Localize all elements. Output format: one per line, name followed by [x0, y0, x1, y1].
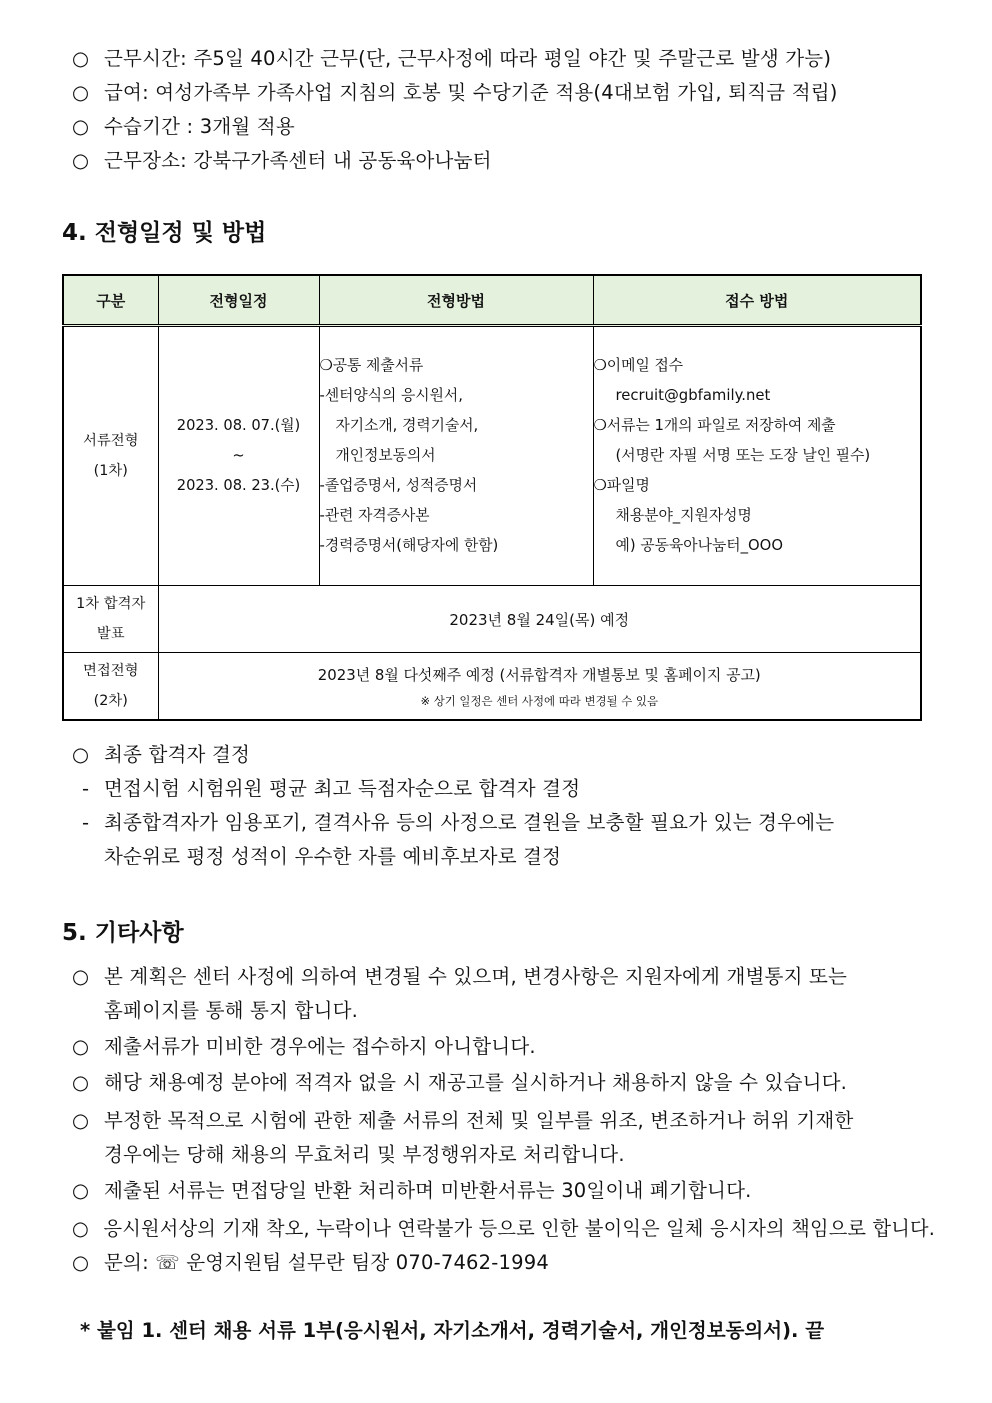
- schedule-change-note: ※ 상기 일정은 센터 사정에 따라 변경될 수 있음: [420, 693, 659, 708]
- final-decision-dash-2: - 최종합격자가 임용포기, 결격사유 등의 사정으로 결원을 보충할 필요가 있는 경우에는: [82, 811, 835, 834]
- cell-interview-label: 면접전형 (2차): [63, 653, 158, 720]
- intro-bullet-workplace: ○ 근무장소: 강북구가족센터 내 공동육아나눔터: [72, 149, 492, 172]
- etc-bullet-4: ○ 부정한 목적으로 시험에 관한 제출 서류의 전체 및 일부를 위조, 변조하거나 허위 기재한: [72, 1109, 854, 1132]
- cell-document-screening-label: 서류전형 (1차): [63, 326, 158, 586]
- row-first-pass-announcement: [63, 586, 921, 653]
- cell-document-screening-receipt: ❍이메일 접수 recruit@gbfamily.net ❍서류는 1개의 파일로 저장하여 제출 (서명란 자필 서명 또는 도장 날인 필수) ❍파일명 채용분야_지원자성명 예) 공동육아나눔터_OOO: [593, 326, 921, 586]
- section4-title: 4. 전형일정 및 방법: [62, 220, 267, 246]
- header-category: 구분: [63, 275, 158, 326]
- cell-interview-info: 2023년 8월 다섯째주 예정 (서류합격자 개별통보 및 홈페이지 공고) ※ 상기 일정은 센터 사정에 따라 변경될 수 있음: [158, 653, 921, 720]
- recruit-email: recruit@gbfamily.net: [615, 387, 771, 404]
- intro-bullet-probation: ○ 수습기간 : 3개월 적용: [72, 115, 295, 138]
- cell-first-pass-label: 1차 합격자 발표: [63, 586, 158, 653]
- cell-first-pass-date: 2023년 8월 24일(목) 예정: [158, 586, 921, 653]
- row-interview: [63, 653, 921, 720]
- intro-bullet-work-hours: ○ 근무시간: 주5일 40시간 근무(단, 근무사정에 따라 평일 야간 및 주말근로 발생 가능): [72, 47, 832, 70]
- etc-bullet-1-cont: 홈페이지를 통해 통지 합니다.: [104, 999, 359, 1022]
- etc-bullet-1: ○ 본 계획은 센터 사정에 의하여 변경될 수 있으며, 변경사항은 지원자에게 개별통지 또는: [72, 965, 848, 988]
- schedule-table: [62, 274, 922, 721]
- etc-bullet-4-cont: 경우에는 당해 채용의 무효처리 및 부정행위자로 처리합니다.: [104, 1143, 625, 1166]
- etc-bullet-3: ○ 해당 채용예정 분야에 적격자 없을 시 재공고를 실시하거나 채용하지 않을 수 있습니다.: [72, 1071, 848, 1094]
- header-receipt: 접수 방법: [593, 275, 921, 326]
- cell-document-screening-dates: 2023. 08. 07.(월) ~ 2023. 08. 23.(수): [158, 326, 319, 586]
- etc-bullet-6: ○ 응시원서상의 기재 착오, 누락이나 연락불가 등으로 인한 불이익은 일체 응시자의 책임으로 합니다.: [72, 1217, 935, 1240]
- schedule-table-header: [63, 275, 921, 326]
- intro-bullet-salary: ○ 급여: 여성가족부 가족사업 지침의 호봉 및 수당기준 적용(4대보험 가입, 퇴직금 적립): [72, 81, 838, 104]
- header-schedule: 전형일정: [158, 275, 319, 326]
- section5-title: 5. 기타사항: [62, 920, 184, 946]
- etc-bullet-2: ○ 제출서류가 미비한 경우에는 접수하지 아니합니다.: [72, 1035, 536, 1058]
- attachment-note: * 붙임 1. 센터 채용 서류 1부(응시원서, 자기소개서, 경력기술서, 개인정보동의서). 끝: [80, 1319, 825, 1342]
- header-method: 전형방법: [319, 275, 593, 326]
- final-decision-bullet: ○ 최종 합격자 결정: [72, 743, 251, 766]
- row-document-screening: [63, 326, 921, 586]
- etc-bullet-contact: ○ 문의: ☏ 운영지원팀 설무란 팀장 070-7462-1994: [72, 1251, 549, 1274]
- cell-document-screening-method: ❍공통 제출서류 -센터양식의 응시원서, 자기소개, 경력기술서, 개인정보동의서 -졸업증명서, 성적증명서 -관련 자격증사본 -경력증명서(해당자에 한함): [319, 326, 593, 586]
- etc-bullet-5: ○ 제출된 서류는 면접당일 반환 처리하며 미반환서류는 30일이내 폐기합니다.: [72, 1179, 752, 1202]
- final-decision-dash-2-cont: 차순위로 평정 성적이 우수한 자를 예비후보자로 결정: [104, 845, 562, 868]
- final-decision-dash-1: - 면접시험 시험위원 평균 최고 득점자순으로 합격자 결정: [82, 777, 581, 800]
